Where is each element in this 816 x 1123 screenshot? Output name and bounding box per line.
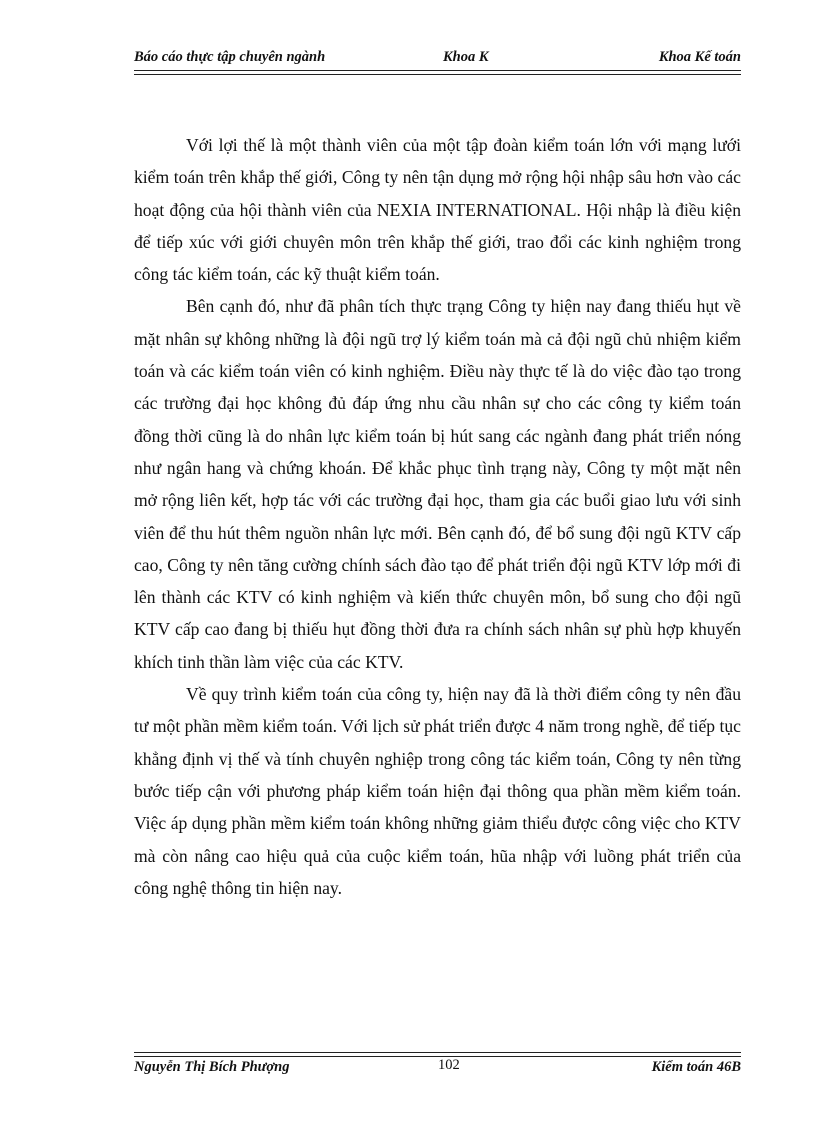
footer-class: Kiểm toán 46B xyxy=(651,1059,741,1075)
page-footer xyxy=(134,1057,741,1081)
header-report-title: Báo cáo thực tập chuyên ngành xyxy=(134,49,326,65)
footer-author: Nguyễn Thị Bích Phượng xyxy=(134,1059,290,1075)
body-paragraph: Với lợi thế là một thành viên của một tập đoàn kiểm toán lớn với mạng lưới kiểm toán trên khắp thế giới, Công ty nên tận dụng mở rộng hội nhập sâu hơn vào các hoạt động của hội thành viên của NEXIA INTERNATIONAL. Hội nhập là điều kiện để tiếp xúc với giới chuyên môn trên khắp thế giới, trao đổi các kinh nghiệm trong công tác kiểm toán, các kỹ thuật kiểm toán. xyxy=(134,135,741,285)
page-header xyxy=(134,49,741,71)
header-divider xyxy=(134,70,741,75)
body-paragraph: Về quy trình kiểm toán của công ty, hiện nay đã là thời điểm công ty nên đầu tư một phần mềm kiểm toán. Với lịch sử phát triển được 4 năm trong nghề, để tiếp tục khẳng định vị thế và tính chuyên nghiệp trong công tác kiểm toán, Công ty nên từng bước tiếp cận với phương pháp kiểm toán hiện đại thông qua phần mềm kiểm toán. Việc áp dụng phần mềm kiểm toán không những giảm thiểu được công việc cho KTV mà còn nâng cao hiệu quả của cuộc kiểm toán, hũa nhập với luồng phát triển của công nghệ thông tin hiện nay. xyxy=(134,684,741,898)
page-number: 102 xyxy=(438,1057,460,1073)
header-faculty-short: Khoa K xyxy=(443,49,489,65)
body-paragraph: Bên cạnh đó, như đã phân tích thực trạng Công ty hiện nay đang thiếu hụt về mặt nhân sự không những là đội ngũ trợ lý kiểm toán mà cả đội ngũ chủ nhiệm kiểm toán và các kiểm toán viên có kinh nghiệm. Điều này thực tế là do việc đào tạo trong các trường đại học không đủ đáp ứng nhu cầu nhân sự cho các công ty kiểm toán đồng thời cũng là do nhân lực kiểm toán bị hút sang các ngành đang phát triển nóng như ngân hang và chứng khoán. Để khắc phục tình trạng này, Công ty một mặt nên mở rộng liên kết, hợp tác với các trường đại học, tham gia các buổi giao lưu với sinh viên để thu hút thêm nguồn nhân lực mới. Bên cạnh đó, để bổ sung đội ngũ KTV cấp cao, Công ty nên tăng cường chính sách đào tạo để phát triển đội ngũ KTV lớp mới đi lên thành các KTV có kinh nghiệm và kiến thức chuyên môn, bổ sung cho đội ngũ KTV cấp cao đang bị thiếu hụt đồng thời đưa ra chính sách nhân sự phù hợp khuyến khích tinh thần làm việc của các KTV. xyxy=(134,296,741,672)
header-faculty: Khoa Kế toán xyxy=(658,49,741,65)
document-body xyxy=(134,129,741,904)
